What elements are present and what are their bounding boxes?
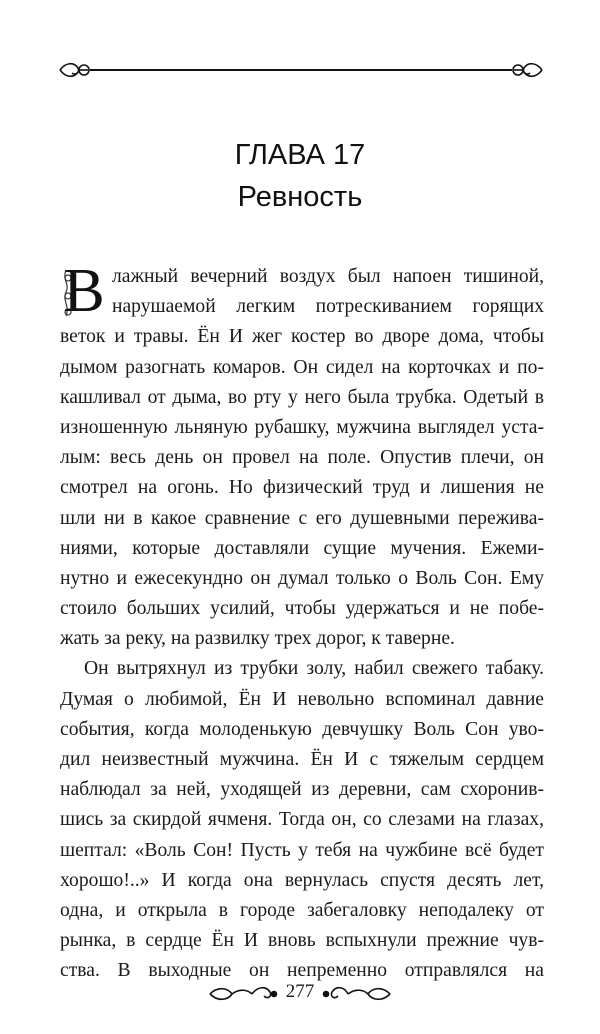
text-line: ниями, которые доставляли сущие мучения. Ежеми- (60, 537, 544, 559)
text-line: жать за реку, на развилку трех дорог, к таверне. (60, 628, 455, 650)
left-flourish-icon (60, 64, 89, 77)
body-text (60, 262, 544, 987)
text-line: шептал: «Воль Сон! Пусть у тебя на чужбине всё будет (60, 839, 544, 861)
text-line: стоило больших усилий, чтобы удержаться и не побе- (60, 598, 544, 620)
text-line: одна, и открыла в городе забегаловку неподалеку от (60, 899, 544, 921)
text-line: Он вытряхнул из трубки золу, набил свежего табаку. (84, 658, 544, 680)
page-number: 277 (285, 981, 315, 1002)
text-line: веток и травы. Ён И жег костер во дворе дома, чтобы (60, 326, 544, 348)
chapter-title: ГЛАВА 17 (234, 139, 366, 171)
text-line: нутно и ежесекундно он думал только о Воль Сон. Ему (60, 567, 544, 589)
header-ornament-rule (58, 58, 544, 82)
right-flourish-icon (513, 64, 542, 77)
text-line: Думая о любимой, Ён И невольно вспоминал давние (60, 688, 544, 710)
text-line: наблюдал за ней, уходящей из деревни, сам схоронив- (60, 779, 544, 801)
text-line: лым: весь день он провел на поле. Опустив плечи, он (60, 447, 544, 469)
text-line: хорошо!..» И когда она вернулась спустя десять лет, (60, 869, 544, 891)
text-line: кашливал от дыма, во рту у него была трубка. Одетый в (60, 386, 544, 408)
text-line: смотрел на огонь. Но физический труд и лишения не (60, 477, 544, 499)
text-line: дымом разогнать комаров. Он сидел на корточках и по- (60, 356, 544, 378)
text-line: события, когда молоденькую девчушку Воль Сон уво- (60, 718, 544, 740)
text-line: нарушаемой легким потрескиванием горящих (112, 296, 544, 318)
text-line: рынка, в сердце Ён И вновь вспыхнули прежние чув- (60, 930, 544, 952)
drop-cap-letter: В (63, 257, 105, 325)
chapter-subtitle: Ревность (237, 181, 363, 213)
text-line: лажный вечерний воздух был напоен тишиной, (112, 266, 544, 287)
text-line: изношенную льняную рубашку, мужчина выглядел уста- (60, 416, 544, 438)
footer-right-flourish-icon (322, 982, 392, 1004)
text-line: шли ни в какое сравнение с его душевными пережива- (60, 507, 544, 529)
page-footer (0, 978, 600, 1008)
text-line: ства. В выходные он непременно отправлялся на (60, 960, 544, 982)
text-line: дил неизвестный мужчина. Ён И с тяжелым сердцем (60, 749, 544, 770)
text-line: шись за скирдой ячменя. Тогда он, со слезами на глазах, (60, 809, 544, 831)
